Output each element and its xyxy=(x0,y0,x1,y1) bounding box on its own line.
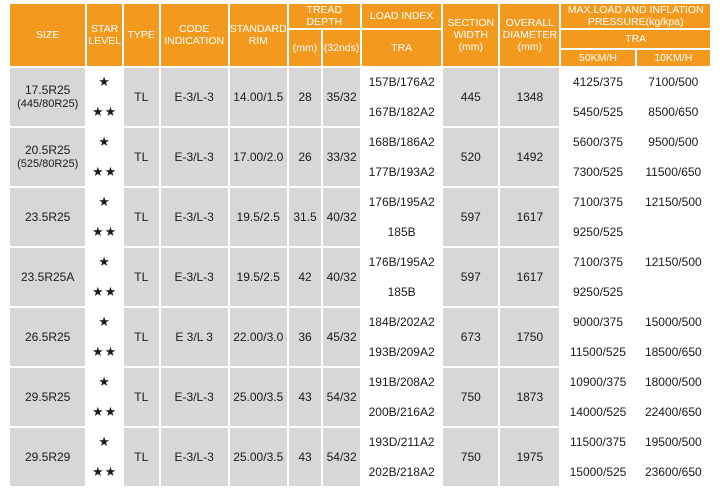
star-level-one: ★ xyxy=(87,428,122,456)
star-level-one: ★ xyxy=(87,308,122,336)
star-level-one: ★ xyxy=(87,68,122,96)
size-cell: 23.5R25A xyxy=(10,248,85,306)
tread-depth-header: TREAD DEPTH xyxy=(289,4,360,28)
pressure-50kmh-cell: 11500/375 xyxy=(561,428,634,456)
section-width-cell: 673 xyxy=(443,308,498,366)
pressure-10kmh-cell xyxy=(637,278,710,306)
star-level-one: ★ xyxy=(87,188,122,216)
overall-diameter-cell: 1492 xyxy=(500,128,559,186)
overall-diameter-cell: 1348 xyxy=(500,68,559,126)
load-index-cell: 177B/193A2 xyxy=(362,158,441,186)
star-level-two: ★★ xyxy=(87,218,122,246)
load-index-cell: 157B/176A2 xyxy=(362,68,441,96)
type-cell: TL xyxy=(124,248,159,306)
overall-diameter-cell: 1617 xyxy=(500,248,559,306)
code-indication-cell: E-3/L-3 xyxy=(161,248,228,306)
code-indication-cell: E-3/L-3 xyxy=(161,68,228,126)
standard-rim-cell: 25.00/3.5 xyxy=(230,428,287,486)
star-level-header: STAR LEVEL xyxy=(87,4,122,66)
star-level-two: ★★ xyxy=(87,158,122,186)
pressure-10kmh-cell: 15000/500 xyxy=(637,308,710,336)
load-index-cell: 184B/202A2 xyxy=(362,308,441,336)
tread-depth-mm-cell: 26 xyxy=(289,128,322,186)
table-row xyxy=(10,368,710,396)
pressure-tra-header: TRA xyxy=(561,30,710,48)
star-level-two: ★★ xyxy=(87,458,122,486)
section-width-cell: 445 xyxy=(443,68,498,126)
tread-mm-header: (mm) xyxy=(289,30,322,66)
tread-depth-mm-cell: 43 xyxy=(289,428,322,486)
pressure-10kmh-cell: 8500/650 xyxy=(637,98,710,126)
table-row xyxy=(10,248,710,276)
pressure-50kmh-cell: 7100/375 xyxy=(561,248,634,276)
tire-spec-table xyxy=(8,2,712,488)
load-index-cell: 202B/218A2 xyxy=(362,458,441,486)
tread-depth-32nds-cell: 40/32 xyxy=(323,248,360,306)
tread-depth-mm-cell: 31.5 xyxy=(289,188,322,246)
tread-depth-mm-cell: 43 xyxy=(289,368,322,426)
pressure-50kmh-cell: 9000/375 xyxy=(561,308,634,336)
pressure-50kmh-cell: 9250/525 xyxy=(561,218,634,246)
load-index-cell: 191B/208A2 xyxy=(362,368,441,396)
table-row xyxy=(10,278,710,306)
star-level-two: ★★ xyxy=(87,98,122,126)
speed-10-header: 10KM/H xyxy=(637,50,710,66)
standard-rim-cell: 25.00/3.5 xyxy=(230,368,287,426)
code-indication-cell: E-3/L-3 xyxy=(161,188,228,246)
pressure-50kmh-cell: 5600/375 xyxy=(561,128,634,156)
size-cell: 23.5R25 xyxy=(10,188,85,246)
section-width-cell: 750 xyxy=(443,428,498,486)
overall-diameter-cell: 1975 xyxy=(500,428,559,486)
pressure-50kmh-cell: 14000/525 xyxy=(561,398,634,426)
pressure-10kmh-cell: 19500/500 xyxy=(637,428,710,456)
table-row xyxy=(10,98,710,126)
pressure-10kmh-cell: 12150/500 xyxy=(637,248,710,276)
star-level-two: ★★ xyxy=(87,338,122,366)
size-cell: 20.5R25 (525/80R25) xyxy=(10,128,85,186)
type-cell: TL xyxy=(124,428,159,486)
section-width-header: SECTION WIDTH (mm) xyxy=(443,4,498,66)
overall-diameter-cell: 1873 xyxy=(500,368,559,426)
type-cell: TL xyxy=(124,368,159,426)
load-index-cell: 167B/182A2 xyxy=(362,98,441,126)
section-width-cell: 597 xyxy=(443,248,498,306)
overall-diameter-header: OVERALL DIAMETER (mm) xyxy=(500,4,559,66)
standard-rim-header: STANDARD RIM xyxy=(230,4,287,66)
star-level-two: ★★ xyxy=(87,398,122,426)
table-row xyxy=(10,68,710,96)
tread-depth-32nds-cell: 54/32 xyxy=(323,368,360,426)
size-cell: 29.5R29 xyxy=(10,428,85,486)
tread-depth-32nds-cell: 45/32 xyxy=(323,308,360,366)
overall-diameter-cell: 1617 xyxy=(500,188,559,246)
load-index-cell: 185B xyxy=(362,218,441,246)
code-indication-cell: E 3/L 3 xyxy=(161,308,228,366)
load-index-cell: 185B xyxy=(362,278,441,306)
max-load-pressure-header: MAX.LOAD AND INFLATION PRESSURE(kg/kpa) xyxy=(561,4,710,28)
pressure-10kmh-cell: 22400/650 xyxy=(637,398,710,426)
standard-rim-cell: 22.00/3.0 xyxy=(230,308,287,366)
pressure-50kmh-cell: 4125/375 xyxy=(561,68,634,96)
pressure-10kmh-cell xyxy=(637,218,710,246)
pressure-50kmh-cell: 7300/525 xyxy=(561,158,634,186)
type-cell: TL xyxy=(124,128,159,186)
standard-rim-cell: 17.00/2.0 xyxy=(230,128,287,186)
load-tra-header: TRA xyxy=(362,30,441,66)
load-index-cell: 200B/216A2 xyxy=(362,398,441,426)
table-row xyxy=(10,158,710,186)
pressure-50kmh-cell: 5450/525 xyxy=(561,98,634,126)
tread-depth-mm-cell: 42 xyxy=(289,248,322,306)
type-cell: TL xyxy=(124,308,159,366)
standard-rim-cell: 19.5/2.5 xyxy=(230,188,287,246)
section-width-cell: 597 xyxy=(443,188,498,246)
size-cell: 26.5R25 xyxy=(10,308,85,366)
load-index-cell: 193B/209A2 xyxy=(362,338,441,366)
table-row xyxy=(10,428,710,456)
code-indication-header: CODE INDICATION xyxy=(161,4,228,66)
table-row xyxy=(10,218,710,246)
tire-spec-body xyxy=(10,68,710,486)
type-header: TYPE xyxy=(124,4,159,66)
load-index-header: LOAD INDEX xyxy=(362,4,441,28)
table-row xyxy=(10,398,710,426)
table-row xyxy=(10,458,710,486)
tread-depth-32nds-cell: 35/32 xyxy=(323,68,360,126)
tread-depth-mm-cell: 36 xyxy=(289,308,322,366)
tread-32nds-header: (32nds) xyxy=(323,30,360,66)
load-index-cell: 176B/195A2 xyxy=(362,248,441,276)
size-cell: 17.5R25 (445/80R25) xyxy=(10,68,85,126)
star-level-one: ★ xyxy=(87,368,122,396)
table-row xyxy=(10,338,710,366)
size-cell: 29.5R25 xyxy=(10,368,85,426)
overall-diameter-cell: 1750 xyxy=(500,308,559,366)
size-sub-label: (445/80R25) xyxy=(17,98,79,110)
table-row xyxy=(10,128,710,156)
load-index-cell: 193D/211A2 xyxy=(362,428,441,456)
size-header: SIZE xyxy=(10,4,85,66)
pressure-10kmh-cell: 23600/650 xyxy=(637,458,710,486)
load-index-cell: 168B/186A2 xyxy=(362,128,441,156)
pressure-50kmh-cell: 9250/525 xyxy=(561,278,634,306)
section-width-cell: 750 xyxy=(443,368,498,426)
standard-rim-cell: 14.00/1.5 xyxy=(230,68,287,126)
speed-50-header: 50KM/H xyxy=(561,50,634,66)
pressure-10kmh-cell: 18000/500 xyxy=(637,368,710,396)
pressure-10kmh-cell: 7100/500 xyxy=(637,68,710,96)
table-row xyxy=(10,308,710,336)
pressure-10kmh-cell: 9500/500 xyxy=(637,128,710,156)
type-cell: TL xyxy=(124,68,159,126)
pressure-10kmh-cell: 11500/650 xyxy=(637,158,710,186)
tread-depth-32nds-cell: 54/32 xyxy=(323,428,360,486)
tread-depth-32nds-cell: 40/32 xyxy=(323,188,360,246)
tread-depth-32nds-cell: 33/32 xyxy=(323,128,360,186)
pressure-50kmh-cell: 15000/525 xyxy=(561,458,634,486)
table-row xyxy=(10,188,710,216)
star-level-one: ★ xyxy=(87,128,122,156)
standard-rim-cell: 19.5/2.5 xyxy=(230,248,287,306)
pressure-50kmh-cell: 11500/525 xyxy=(561,338,634,366)
star-level-one: ★ xyxy=(87,248,122,276)
pressure-50kmh-cell: 10900/375 xyxy=(561,368,634,396)
star-level-two: ★★ xyxy=(87,278,122,306)
tread-depth-mm-cell: 28 xyxy=(289,68,322,126)
pressure-10kmh-cell: 12150/500 xyxy=(637,188,710,216)
size-sub-label: (525/80R25) xyxy=(17,158,79,170)
section-width-cell: 520 xyxy=(443,128,498,186)
pressure-50kmh-cell: 7100/375 xyxy=(561,188,634,216)
type-cell: TL xyxy=(124,188,159,246)
pressure-10kmh-cell: 18500/650 xyxy=(637,338,710,366)
code-indication-cell: E-3/L-3 xyxy=(161,368,228,426)
load-index-cell: 176B/195A2 xyxy=(362,188,441,216)
code-indication-cell: E-3/L-3 xyxy=(161,128,228,186)
code-indication-cell: E-3/L-3 xyxy=(161,428,228,486)
